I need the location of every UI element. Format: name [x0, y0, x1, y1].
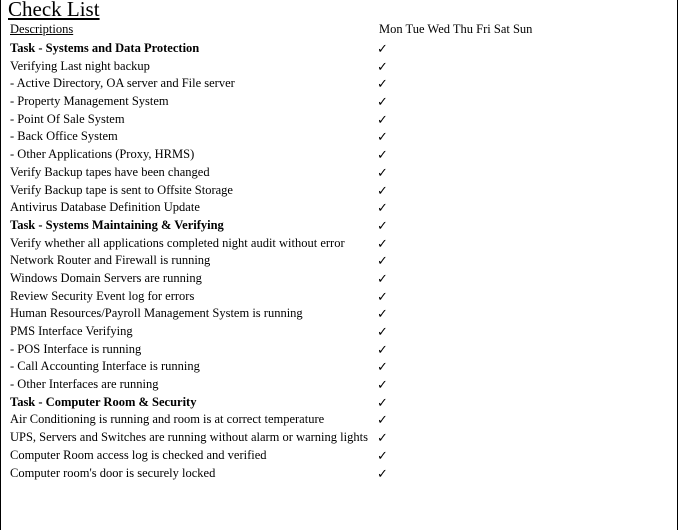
check-mark-icon: ✓: [377, 200, 388, 216]
checklist-row: [0, 111, 678, 129]
checklist-item-label: Air Conditioning is running and room is at correct temperature: [10, 412, 325, 427]
page-title: Check List: [8, 0, 100, 21]
check-mark-icon: ✓: [377, 253, 388, 269]
check-mark-icon: ✓: [377, 306, 388, 322]
checklist-row: [0, 164, 678, 182]
checklist-item-label: Antivirus Database Definition Update: [10, 200, 200, 215]
check-mark-icon: ✓: [377, 76, 388, 92]
checklist-row: [0, 199, 678, 217]
checklist-item-label: - Other Interfaces are running: [10, 377, 159, 392]
checklist-item-label: Verify whether all applications completed night audit without error: [10, 235, 345, 250]
checklist-row: [0, 288, 678, 306]
checklist-item-label: Verify Backup tapes have been changed: [10, 164, 210, 179]
checklist-item-label: Windows Domain Servers are running: [10, 270, 202, 285]
checklist-row: [0, 323, 678, 341]
checklist-row: [0, 128, 678, 146]
checklist-row: [0, 75, 678, 93]
checklist-row: [0, 305, 678, 323]
check-mark-icon: ✓: [377, 94, 388, 110]
checklist-row: [0, 465, 678, 483]
check-mark-icon: ✓: [377, 270, 388, 286]
check-mark-icon: ✓: [377, 359, 388, 375]
checklist-item-label: PMS Interface Verifying: [10, 324, 133, 338]
checklist-item-label: - POS Interface is running: [10, 341, 142, 356]
check-mark-icon: ✓: [377, 412, 388, 428]
section-heading: Task - Systems and Data Protection: [10, 41, 200, 55]
check-mark-icon: ✓: [377, 41, 388, 56]
checklist-row: [0, 358, 678, 376]
check-mark-icon: ✓: [377, 164, 388, 180]
checklist-rows: [0, 40, 678, 482]
weekday-header: Mon Tue Wed Thu Fri Sat Sun: [379, 22, 533, 36]
checklist-item-label: Verify Backup tape is sent to Offsite Storage: [10, 182, 233, 197]
checklist-item-label: - Point Of Sale System: [10, 111, 125, 126]
checklist-row: [0, 447, 678, 465]
check-mark-icon: ✓: [377, 465, 388, 481]
checklist-row: [0, 411, 678, 429]
checklist-item-label: - Other Applications (Proxy, HRMS): [10, 147, 195, 162]
check-mark-icon: ✓: [377, 182, 388, 198]
check-mark-icon: ✓: [377, 324, 388, 339]
checklist-row: [0, 429, 678, 447]
checklist-row: [0, 58, 678, 76]
checklist-item-label: - Call Accounting Interface is running: [10, 359, 200, 374]
descriptions-header: Descriptions: [10, 22, 74, 36]
checklist-row: [0, 270, 678, 288]
checklist-item-label: Verifying Last night backup: [10, 58, 150, 73]
checklist-item-label: Review Security Event log for errors: [10, 288, 195, 303]
checklist-row: [0, 252, 678, 270]
check-mark-icon: ✓: [377, 235, 388, 251]
checklist-row: [0, 217, 678, 235]
checklist-row: [0, 394, 678, 412]
checklist-item-label: - Active Directory, OA server and File server: [10, 76, 235, 91]
checklist-row: [0, 341, 678, 359]
checklist-row: [0, 376, 678, 394]
check-mark-icon: ✓: [377, 394, 388, 410]
checklist-row: [0, 40, 678, 58]
check-mark-icon: ✓: [377, 111, 388, 127]
checklist-row: [0, 182, 678, 200]
checklist-row: [0, 146, 678, 164]
checklist-item-label: UPS, Servers and Switches are running without alarm or warning lights: [10, 430, 368, 445]
checklist-item-label: Computer room's door is securely locked: [10, 465, 216, 480]
checklist-row: [0, 235, 678, 253]
check-mark-icon: ✓: [377, 217, 388, 233]
checklist-item-label: Network Router and Firewall is running: [10, 253, 211, 268]
check-mark-icon: ✓: [377, 377, 388, 393]
check-mark-icon: ✓: [377, 288, 388, 304]
checklist-item-label: - Back Office System: [10, 129, 118, 144]
checklist-item-label: Computer Room access log is checked and verified: [10, 447, 267, 462]
check-mark-icon: ✓: [377, 447, 388, 463]
checklist-row: [0, 93, 678, 111]
check-mark-icon: ✓: [377, 430, 388, 446]
check-mark-icon: ✓: [377, 129, 388, 145]
check-mark-icon: ✓: [377, 58, 388, 74]
checklist-item-label: - Property Management System: [10, 94, 169, 109]
check-mark-icon: ✓: [377, 147, 388, 163]
checklist-item-label: Human Resources/Payroll Management System is running: [10, 306, 303, 321]
check-mark-icon: ✓: [377, 341, 388, 357]
section-heading: Task - Computer Room & Security: [10, 394, 197, 409]
section-heading: Task - Systems Maintaining & Verifying: [10, 217, 224, 232]
